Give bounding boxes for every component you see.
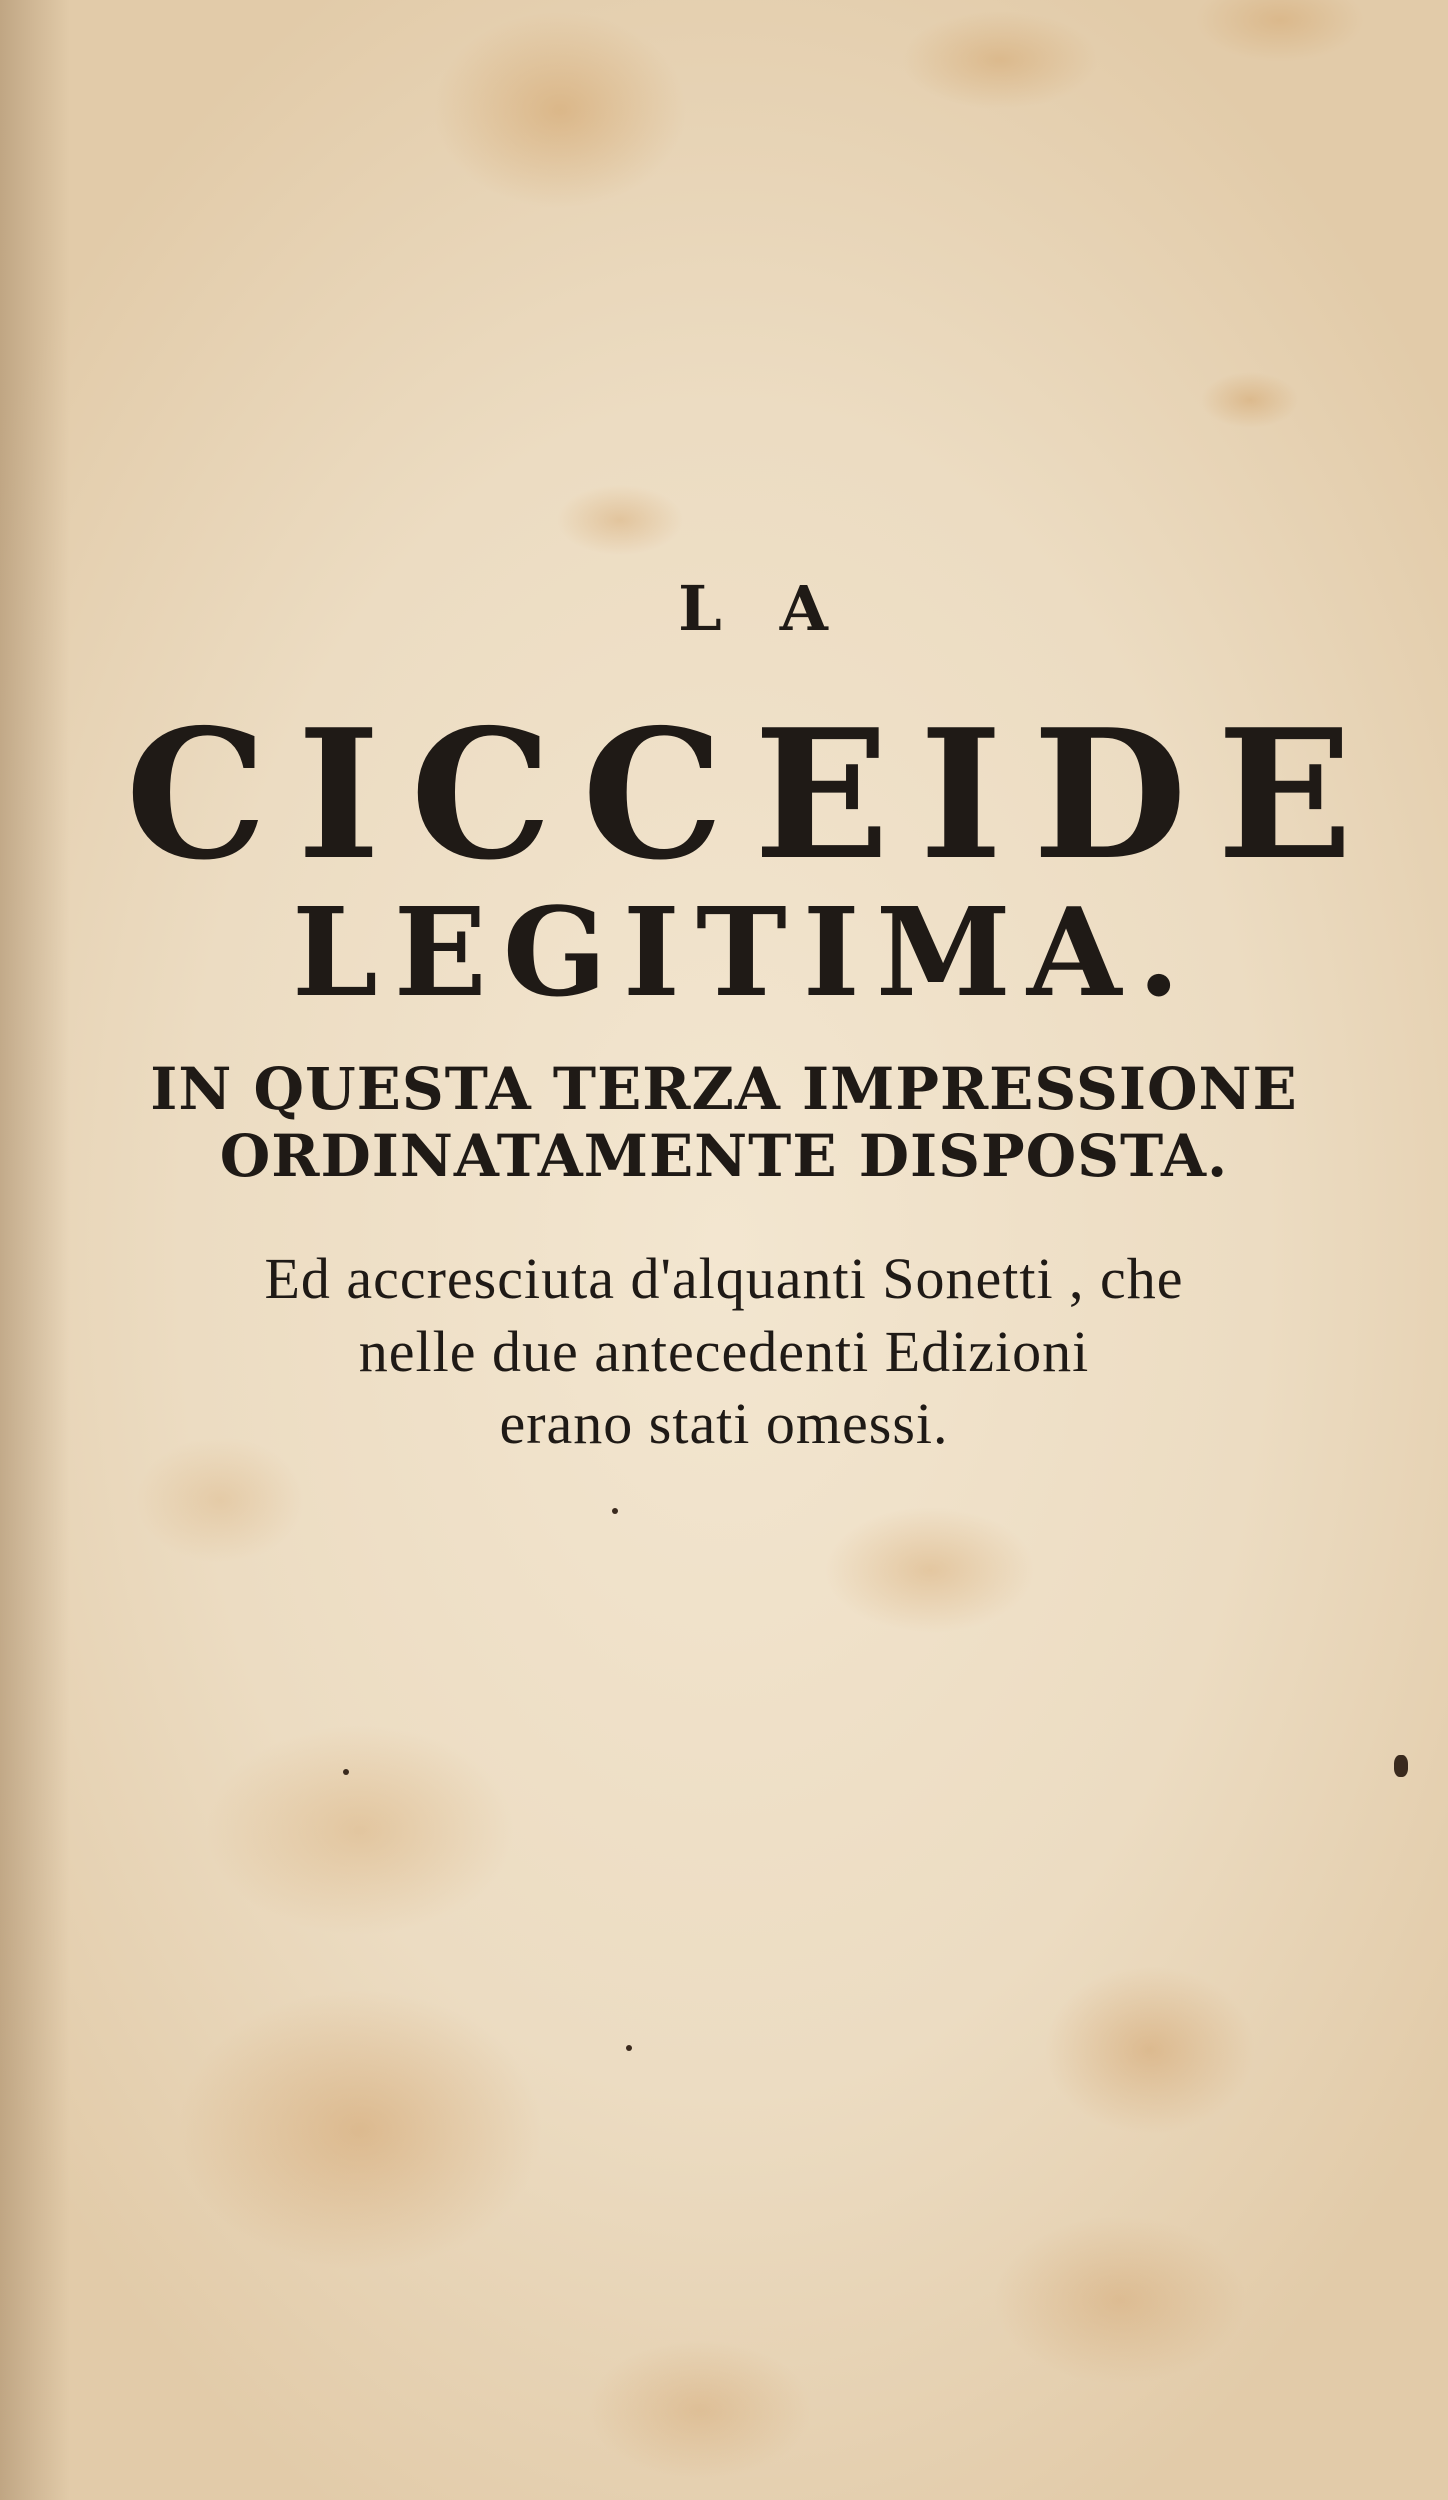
ink-speck [612,1508,618,1514]
title-article: LA [678,572,886,645]
ink-speck [343,1769,349,1775]
book-title: CICCEIDE [125,690,1383,899]
edition-note-line-1: Ed accresciuta d'alquanti Sonetti , che [264,1246,1184,1311]
edition-note-line-3: erano stati omessi. [499,1391,949,1456]
ink-speck [1394,1755,1408,1777]
ink-speck [626,2045,632,2051]
impression-line-2: ORDINATAMENTE DISPOSTA. [219,1122,1229,1190]
impression-line-1: IN QUESTA TERZA IMPRESSIONE [150,1055,1298,1123]
book-subtitle: LEGITIMA. [291,880,1197,1024]
edition-note-line-2: nelle due antecedenti Edizioni [358,1319,1090,1384]
